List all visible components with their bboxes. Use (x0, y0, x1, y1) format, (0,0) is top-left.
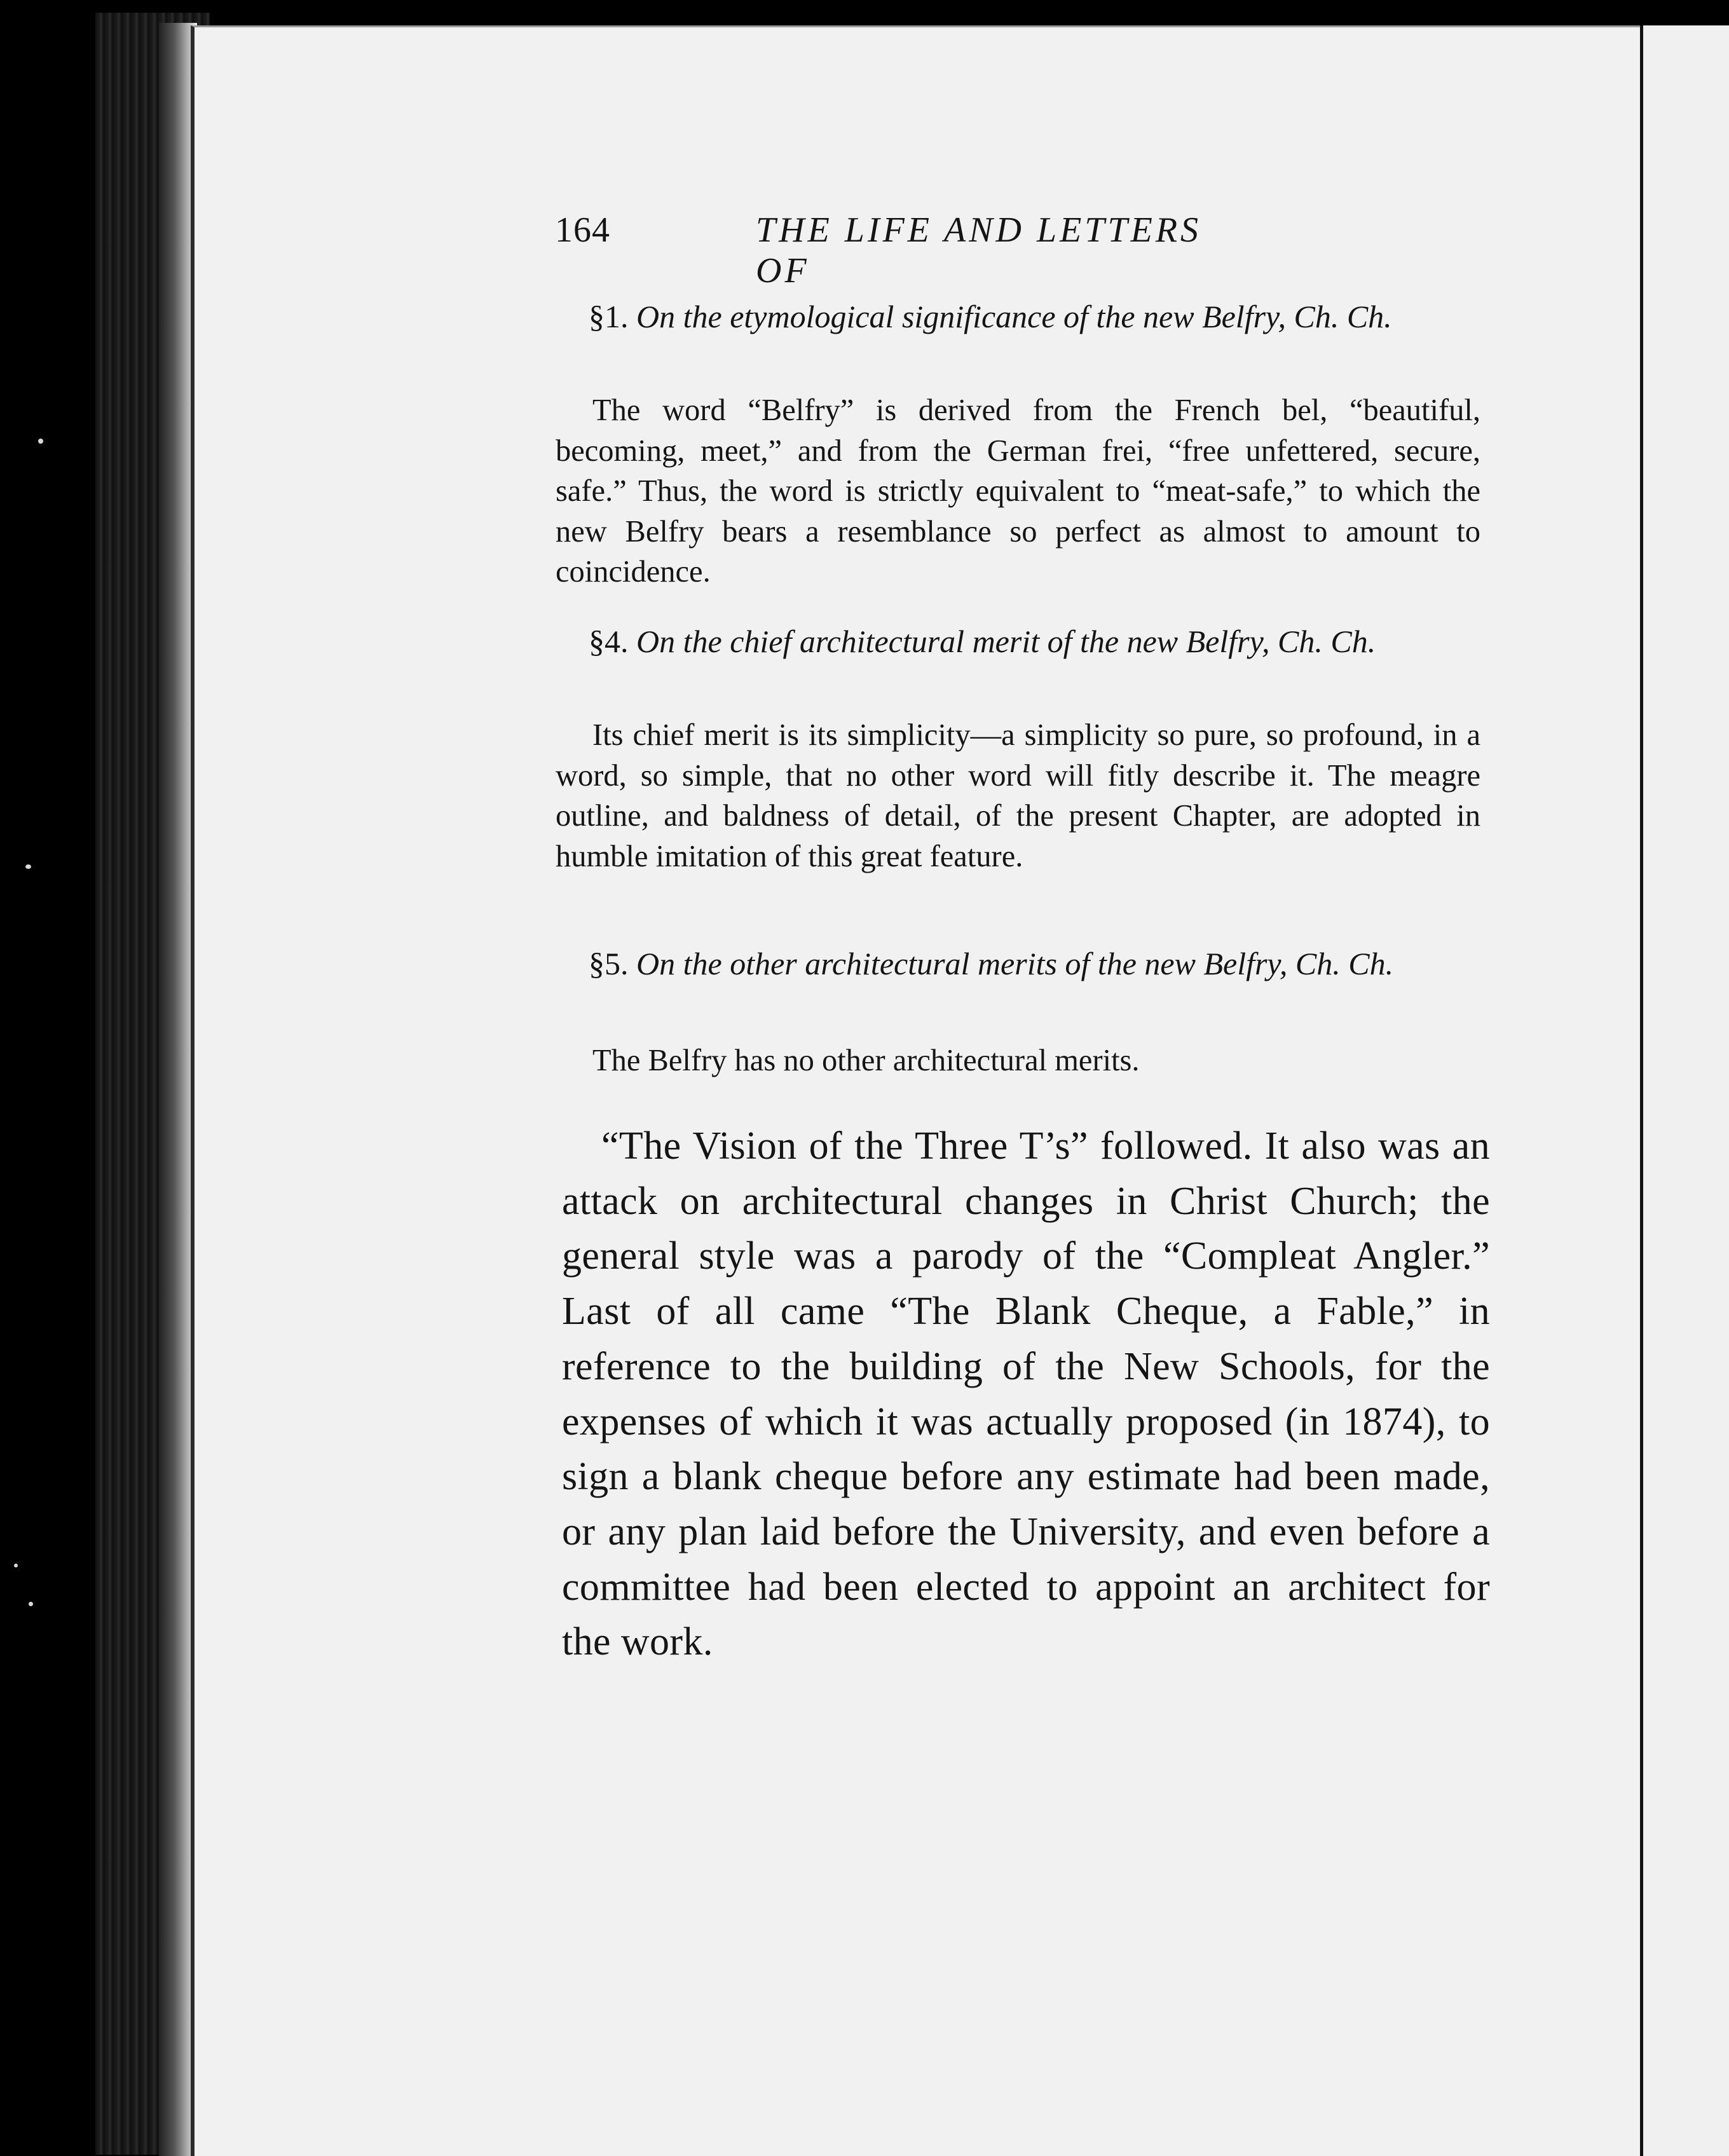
section-heading-text: On the chief architectural merit of the new Belfry, Ch. Ch. (636, 624, 1376, 659)
section-number: §1. (589, 299, 629, 334)
page-number: 164 (555, 210, 610, 250)
section-number: §4. (589, 624, 629, 659)
section-body: The Belfry has no other architectural merits. (592, 1044, 1140, 1077)
section-body: The word “Belfry” is derived from the French bel, “beautiful, becoming, meet,” and from the German frei, “free unfettered, secure, safe.” Thus, the word is strictly equivalent to “meat-safe,” to which the new Belfry bears a resemblance so perfect as almost to amount to coincidence. (556, 393, 1480, 589)
section-heading (556, 622, 1480, 662)
dust-speck (38, 439, 43, 444)
section-heading-text: On the other architectural merits of the new Belfry, Ch. Ch. (636, 946, 1394, 981)
next-page-edge (1640, 25, 1729, 2156)
main-paragraph: “The Vision of the Three T’s” followed. It also was an attack on architectural changes in Christ Church; the general style was a parody of the “Compleat Angler.” Last of all came “The Blank Cheque, a Fable,” in reference to the building of the New Schools, for the expenses of which it was actually proposed (in 1874), to sign a blank cheque before any estimate had been made, or any plan laid before the University, and even before a committee had been elected to appoint an architect for the work. (562, 1124, 1490, 1664)
section-heading (556, 944, 1480, 984)
book-page (191, 25, 1650, 2156)
dust-speck (25, 864, 31, 869)
section-number: §5. (589, 946, 629, 981)
dust-speck (14, 1564, 18, 1567)
dust-speck (29, 1602, 33, 1606)
running-title: THE LIFE AND LETTERS OF (756, 210, 1202, 290)
section-heading-text: On the etymological significance of the new Belfry, Ch. Ch. (636, 299, 1392, 334)
section-body: Its chief merit is its simplicity—a simplicity so pure, so profound, in a word, so simple, that no other word will fitly describe it. The meagre outline, and baldness of detail, of the present Chapter, are adopted in humble imitation of this great feature. (556, 718, 1480, 873)
section-heading (556, 297, 1480, 337)
running-header (555, 210, 1267, 290)
